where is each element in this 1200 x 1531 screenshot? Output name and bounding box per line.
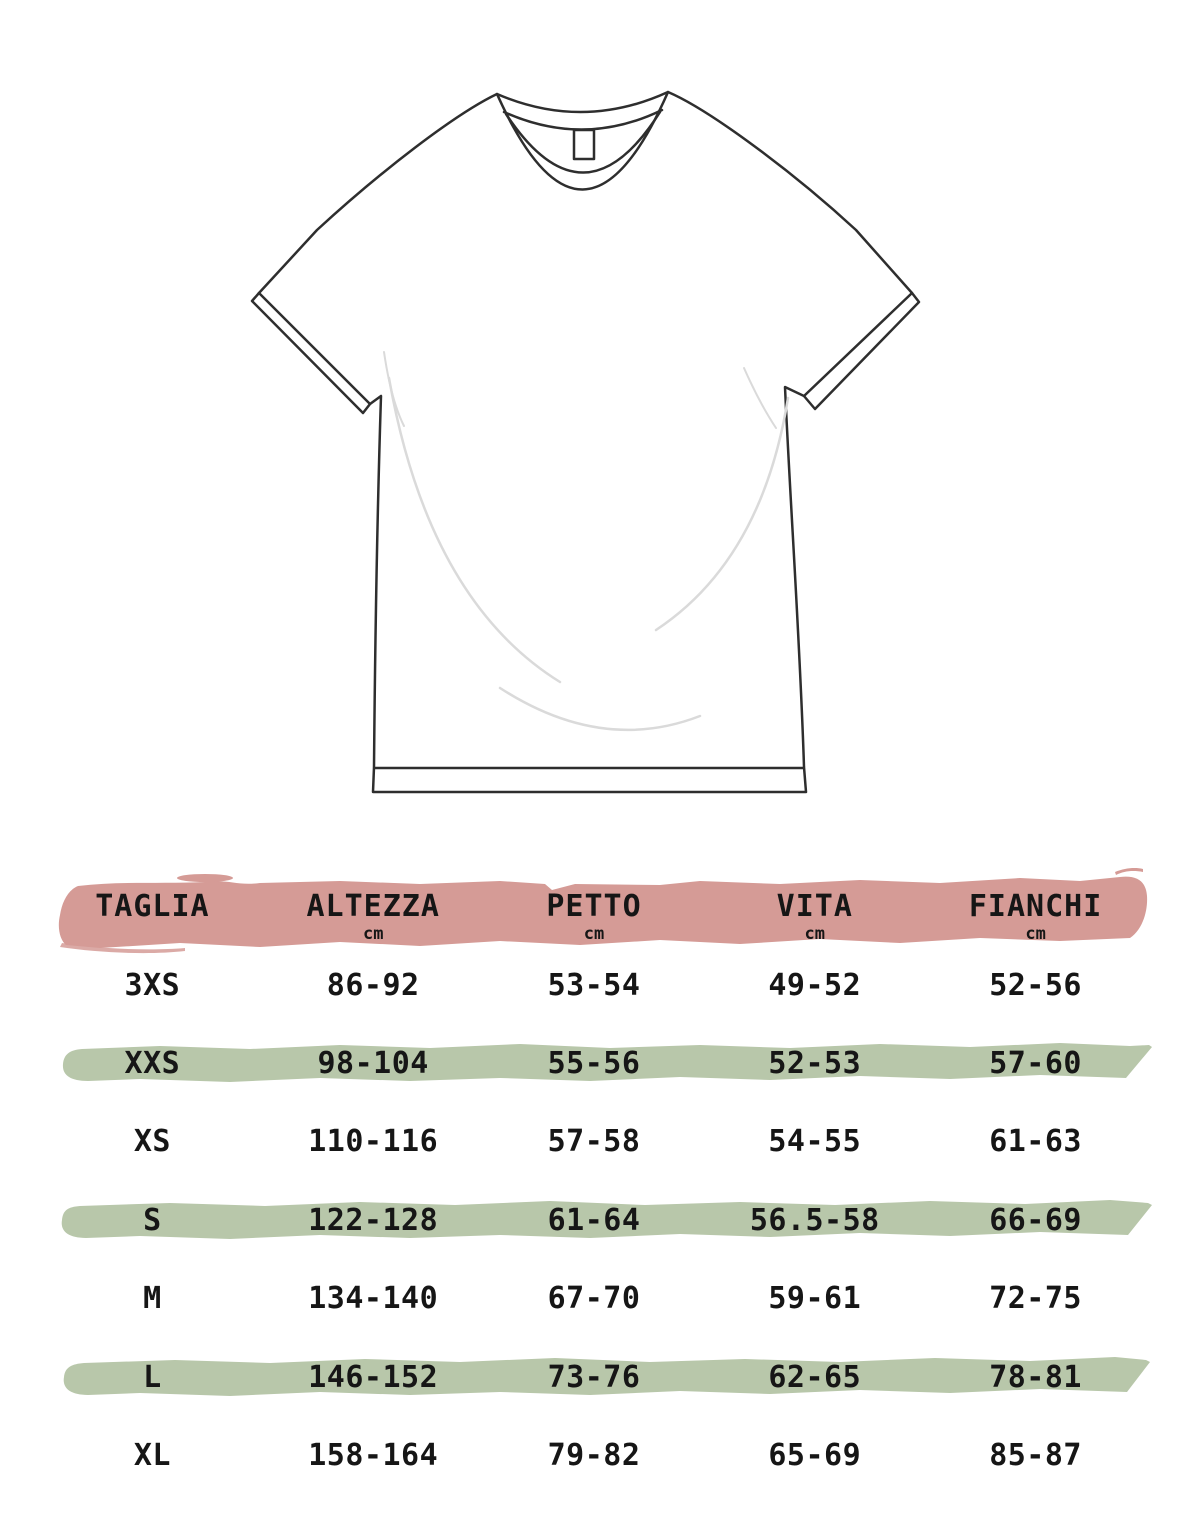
petto-cell: 57-58 bbox=[547, 1123, 641, 1159]
size-cell: 3XS bbox=[124, 967, 181, 1003]
column-label: FIANCHI bbox=[968, 889, 1103, 924]
tshirt-illustration bbox=[252, 92, 919, 792]
vita-cell: 49-52 bbox=[768, 967, 862, 1003]
neck-tag bbox=[574, 130, 594, 159]
column-header-fianchi bbox=[925, 884, 1146, 944]
altezza-cell: 86-92 bbox=[326, 967, 420, 1003]
column-unit: cm bbox=[362, 924, 384, 944]
column-label: VITA bbox=[776, 889, 853, 924]
petto-cell: 55-56 bbox=[547, 1045, 641, 1081]
table-row-xs bbox=[42, 1118, 1146, 1164]
column-header-petto bbox=[484, 884, 705, 944]
petto-cell: 79-82 bbox=[547, 1437, 641, 1473]
altezza-cell: 98-104 bbox=[317, 1045, 429, 1081]
column-label: TAGLIA bbox=[95, 889, 210, 924]
vita-cell: 59-61 bbox=[768, 1280, 862, 1316]
vita-cell: 56.5-58 bbox=[749, 1202, 880, 1238]
altezza-cell: 146-152 bbox=[308, 1359, 439, 1395]
petto-cell: 73-76 bbox=[547, 1359, 641, 1395]
table-row-l bbox=[42, 1354, 1146, 1400]
column-unit: cm bbox=[583, 924, 605, 944]
size-cell: L bbox=[143, 1359, 162, 1395]
vita-cell: 52-53 bbox=[768, 1045, 862, 1081]
fianchi-cell: 78-81 bbox=[989, 1359, 1082, 1395]
tshirt-outline bbox=[252, 92, 919, 792]
column-label: PETTO bbox=[546, 889, 642, 924]
fianchi-cell: 85-87 bbox=[989, 1437, 1082, 1473]
column-unit: cm bbox=[804, 924, 826, 944]
header-band-flick bbox=[1115, 868, 1143, 875]
column-header-taglia bbox=[42, 884, 263, 944]
size-cell: XL bbox=[133, 1437, 171, 1473]
vita-cell: 54-55 bbox=[768, 1123, 862, 1159]
petto-cell: 67-70 bbox=[547, 1280, 641, 1316]
vita-cell: 65-69 bbox=[768, 1437, 862, 1473]
fianchi-cell: 66-69 bbox=[989, 1202, 1082, 1238]
fianchi-cell: 57-60 bbox=[989, 1045, 1082, 1081]
table-row-3xs bbox=[42, 962, 1146, 1008]
column-label: ALTEZZA bbox=[306, 889, 440, 924]
column-header-altezza bbox=[263, 884, 484, 944]
column-unit: cm bbox=[1025, 924, 1046, 944]
petto-cell: 61-64 bbox=[547, 1202, 641, 1238]
vita-cell: 62-65 bbox=[768, 1359, 862, 1395]
fianchi-cell: 61-63 bbox=[989, 1123, 1082, 1159]
table-row-s bbox=[42, 1197, 1146, 1243]
table-row-m bbox=[42, 1275, 1146, 1321]
fianchi-cell: 72-75 bbox=[989, 1280, 1082, 1316]
petto-cell: 53-54 bbox=[547, 967, 641, 1003]
header-band-splatter bbox=[177, 874, 233, 882]
size-cell: M bbox=[143, 1280, 162, 1316]
table-header-row bbox=[42, 884, 1146, 944]
column-header-vita bbox=[704, 884, 925, 944]
size-cell: S bbox=[143, 1202, 162, 1238]
size-cell: XXS bbox=[124, 1045, 181, 1081]
table-row-xxs bbox=[42, 1040, 1146, 1086]
altezza-cell: 158-164 bbox=[308, 1437, 439, 1473]
altezza-cell: 134-140 bbox=[308, 1280, 439, 1316]
size-cell: XS bbox=[133, 1123, 171, 1159]
table-row-xl bbox=[42, 1432, 1146, 1478]
altezza-cell: 122-128 bbox=[308, 1202, 439, 1238]
altezza-cell: 110-116 bbox=[308, 1123, 439, 1159]
fianchi-cell: 52-56 bbox=[989, 967, 1082, 1003]
